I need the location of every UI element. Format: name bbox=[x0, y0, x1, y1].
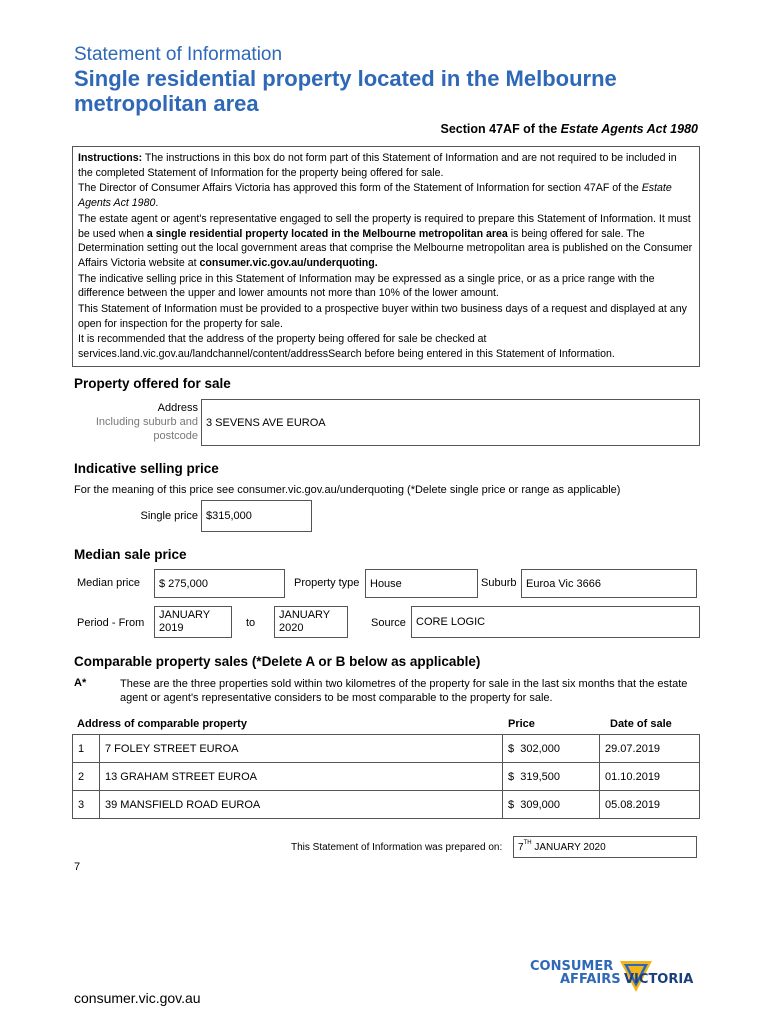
instructions-box bbox=[72, 146, 700, 367]
period-from-field[interactable] bbox=[154, 606, 232, 638]
table-row bbox=[73, 763, 700, 791]
instructions-p2: The Director of Consumer Affairs Victoria has approved this form of the Statement of Information for section 47AF of the bbox=[78, 182, 642, 195]
col-header-address: Address of comparable property bbox=[77, 718, 247, 730]
row-number: 2 bbox=[73, 763, 100, 791]
instructions-p6: It is recommended that the address of the property being offered for sale be checked at services.land.vic.gov.au/landchannel/content/addressSearch before being entered in this Statement of Information. bbox=[78, 333, 615, 361]
property-type-label: Property type bbox=[294, 577, 360, 589]
document-kicker: Statement of Information bbox=[74, 44, 283, 65]
consumer-affairs-victoria-logo bbox=[528, 958, 703, 1006]
logo-line-affairs: AFFAIRS bbox=[560, 972, 621, 987]
comparable-price[interactable] bbox=[503, 735, 600, 763]
single-price-field[interactable]: $315,000 bbox=[201, 500, 312, 532]
indicative-note: For the meaning of this price see consumer.vic.gov.au/underquoting (*Delete single price or range as applicable) bbox=[74, 484, 621, 496]
price-amount: 309,000 bbox=[520, 798, 561, 811]
logo-line-victoria: VICTORIA bbox=[624, 972, 694, 987]
comparable-date[interactable]: 01.10.2019 bbox=[600, 763, 700, 791]
instructions-p1: The instructions in this box do not form part of this Statement of Information and are not required to be included in the completed Statement of Information for the property being offered for sale. bbox=[78, 152, 677, 179]
comparable-address[interactable]: 13 GRAHAM STREET EUROA bbox=[100, 763, 503, 791]
instructions-p5: This Statement of Information must be provided to a prospective buyer within two business days of a request and displayed at any open for inspection for the property for sale. bbox=[78, 303, 687, 330]
comparable-heading: Comparable property sales (*Delete A or B below as applicable) bbox=[74, 654, 481, 669]
prepared-on-label: This Statement of Information was prepared on: bbox=[291, 842, 503, 853]
median-heading: Median sale price bbox=[74, 547, 187, 562]
instructions-p3-cont: is being offered for sale. The Determination setting out the local government areas that comprise the Melbourne metropolitan area is published on the Consumer Affairs Victoria website at bbox=[78, 227, 693, 269]
suburb-label: Suburb bbox=[481, 577, 517, 589]
col-header-price: Price bbox=[508, 718, 535, 730]
period-from-label: Period - From bbox=[77, 617, 145, 629]
comparable-address[interactable]: 39 MANSFIELD ROAD EUROA bbox=[100, 791, 503, 819]
period-from-year: 2019 bbox=[159, 622, 184, 634]
instructions-p2-end: . bbox=[155, 197, 159, 210]
address-label-line2: Including suburb and bbox=[95, 416, 198, 428]
prepared-day-suffix: TH bbox=[523, 840, 532, 846]
comparable-price[interactable] bbox=[503, 763, 600, 791]
period-to-label: to bbox=[246, 617, 256, 629]
section-act: Estate Agents Act 1980 bbox=[560, 122, 698, 136]
instructions-p4: The indicative selling price in this Statement of Information may be expressed as a single price, or as a price range with the difference between the upper and lower amounts not more than 10% of the lower amount. bbox=[78, 272, 655, 300]
median-price-field[interactable]: $ 275,000 bbox=[154, 569, 285, 598]
section-prefix: Section 47AF of the bbox=[440, 122, 561, 136]
section-reference bbox=[441, 122, 698, 136]
period-to-year: 2020 bbox=[279, 622, 304, 634]
address-label-line3: postcode bbox=[153, 430, 198, 442]
prepared-on-field[interactable] bbox=[513, 836, 697, 858]
median-price-label: Median price bbox=[77, 577, 140, 589]
property-heading: Property offered for sale bbox=[74, 376, 231, 391]
comparable-address[interactable]: 7 FOLEY STREET EUROA bbox=[100, 735, 503, 763]
instructions-p2-act: Estate Agents Act 1980 bbox=[78, 182, 672, 210]
address-label-line1: Address bbox=[157, 402, 198, 414]
suburb-field[interactable]: Euroa Vic 3666 bbox=[521, 569, 697, 598]
address-label bbox=[74, 401, 198, 443]
table-row bbox=[73, 735, 700, 763]
row-number: 3 bbox=[73, 791, 100, 819]
page-number: 7 bbox=[74, 861, 81, 873]
price-currency: $ bbox=[508, 742, 515, 755]
instructions-label: Instructions: bbox=[78, 152, 143, 164]
col-header-date: Date of sale bbox=[610, 718, 672, 730]
comparable-date[interactable]: 29.07.2019 bbox=[600, 735, 700, 763]
table-row bbox=[73, 791, 700, 819]
instructions-p3-bold: a single residential property located in the Melbourne metropolitan area bbox=[146, 227, 508, 240]
underquoting-link[interactable]: consumer.vic.gov.au/underquoting. bbox=[199, 256, 378, 269]
instructions-p3: The estate agent or agent's representative engaged to sell the property is required to prepare this Statement of Information. It must be used when bbox=[78, 212, 691, 240]
period-to-field[interactable] bbox=[274, 606, 348, 638]
document-title: Single residential property located in the Melbourne metropolitan area bbox=[74, 66, 617, 116]
price-amount: 302,000 bbox=[520, 742, 561, 755]
logo-line-consumer: CONSUMER bbox=[530, 959, 614, 974]
comparable-description: These are the three properties sold within two kilometres of the property for sale in the last six months that the estate agent or agent's representative considers to be most comparable to the property for sale. bbox=[120, 678, 688, 704]
single-price-label: Single price bbox=[140, 510, 198, 522]
source-label: Source bbox=[371, 617, 406, 629]
address-field[interactable]: 3 SEVENS AVE EUROA bbox=[201, 399, 700, 446]
source-field[interactable]: CORE LOGIC bbox=[411, 606, 700, 638]
period-from-month: JANUARY bbox=[159, 609, 211, 621]
prepared-day: 7 bbox=[518, 841, 524, 853]
indicative-heading: Indicative selling price bbox=[74, 461, 219, 476]
period-to-month: JANUARY bbox=[279, 609, 331, 621]
comparable-date[interactable]: 05.08.2019 bbox=[600, 791, 700, 819]
footer-url[interactable]: consumer.vic.gov.au bbox=[74, 990, 201, 1006]
price-currency: $ bbox=[508, 798, 515, 811]
comparable-price[interactable] bbox=[503, 791, 600, 819]
property-type-field[interactable]: House bbox=[365, 569, 478, 598]
comparable-sales-table bbox=[72, 734, 700, 819]
price-amount: 319,500 bbox=[520, 770, 561, 783]
price-currency: $ bbox=[508, 770, 515, 783]
comparable-option-marker: A* bbox=[74, 677, 87, 689]
row-number: 1 bbox=[73, 735, 100, 763]
prepared-month-year: JANUARY 2020 bbox=[531, 841, 606, 853]
